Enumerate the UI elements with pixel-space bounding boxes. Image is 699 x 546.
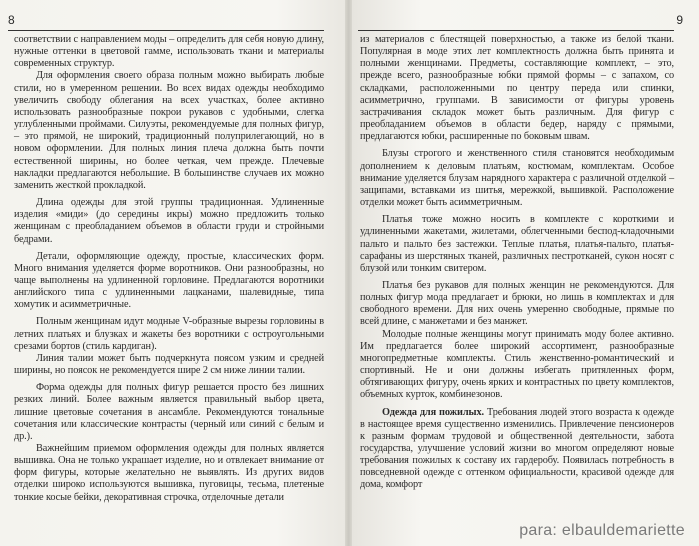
paragraph: Форма одежды для полных фигур решается просто без лишних резких линий. Более важным является правильный выбор цвета, лишние цветовые сочетания в ансамбле. Рекомендуются тональные сочетания или классические контрасты (черный или синий с белым и др.).: [14, 382, 324, 442]
paragraph: Платья без рукавов для полных женщин не рекомендуются. Для полных фигур мода предлагает и брюки, но лишь в комплектах и для свободного времени. Для них очень умеренно свободные, прямые по всей длине, с манжетами и без манжет.: [360, 279, 674, 328]
paragraph: Длина одежды для этой группы традиционная. Удлиненные изделия «миди» (до середины икры) можно предложить только женщинам с преобладанием объемов в области груди и стройными бедрами.: [14, 197, 324, 245]
book-gutter: [345, 0, 352, 546]
section-paragraph: [360, 407, 674, 492]
paragraph: Полным женщинам идут модные V-образные вырезы горловины в летних платьях и блузках и жакеты без воротники с остроугольными срезами бортов (стиль кардиган).: [14, 316, 324, 352]
paragraph: Детали, оформляющие одежду, простые, классических форм. Много внимания уделяется форме воротников. Они разнообразны, но чаще выполнены на удлиненной горловине. Предлагаются воротники английского типа с удлиненными лацканами, шалевидные, типа хомутик и асимметричные.: [14, 250, 324, 311]
paragraph: Молодые полные женщины могут принимать моду более активно. Им предлагается более широкий ассортимент, разнообразные многопредметные комплекты. Стиль женственно-романтический и спортивный. Не и они должны избегать притяленных форм, обтягивающих фигуру, очень ярких и контрастных по цвету комплектов, объемных курток, комбинезонов.: [360, 328, 674, 401]
page-number: 9: [676, 13, 683, 27]
paragraph: Платья тоже можно носить в комплекте с короткими и удлиненными жакетами, жилетами, облегченными беспод-кладочными пальто и пальто без застежки. Теплые платья, платья-пальто, платья-сарафаны из шерстяных тканей, различных пестротканей, сукон носят с блузой или тонким свитером.: [360, 214, 674, 274]
page-body: [360, 34, 674, 492]
paragraph: Блузы строгого и женственного стиля становятся необходимым дополнением к деловым платьям, костюмам, комплектам. Особое внимание уделяется блузам нарядного характера с различной отделкой – защипами, вставками из шитья, мережкой, вышивкой. Расположение отделки может быть асимметричным.: [360, 148, 674, 209]
paragraph: соответствии с направлением моды – определить для себя новую длину, нужные оттенки в цветовой гамме, использовать ткани и материалы современных структур.: [14, 34, 324, 70]
page-number: 8: [8, 13, 15, 27]
header-rule: [8, 30, 324, 31]
section-text: Требования людей этого возраста к одежде в настоящее время существенно изменились. Привлечение пенсионеров к разным формам трудовой и общественной деятельности, забота государства, улучшение условий жизни во многом определяют новые требования пожилых к составу их гардеробу. Появилась потребность в повседневной одежде с оттенком официальности, красивой одежде для дома, комфорт: [360, 406, 674, 491]
right-page: [352, 0, 699, 546]
page-body: [14, 34, 324, 504]
header-rule: [358, 30, 674, 31]
watermark: para: elbauldemariette: [519, 522, 685, 539]
paragraph: Линия талии может быть подчеркнута поясом узким и средней ширины, но поясок не рекомендуется шире 2 см ниже линии талии.: [14, 352, 324, 377]
paragraph: из материалов с блестящей поверхностью, а также из белой ткани. Популярная в моде этих лет комплектность должна быть принята и полными женщинами. Предметы, составляющие комплект, – это, прежде всего, разнообразные юбки прямой формы – с запахом, со складками, расположенными по центру переда или спинки, асимметрично, группами. В зависимости от фигуры уровень застрачивания складок может быть различным. Для фигур с преобладанием объемов в области бедер, наряду с прямыми, предлагаются юбки, расширенные по боковым швам.: [360, 34, 674, 143]
paragraph: Для оформления своего образа полным можно выбирать любые стили, но в умеренном решении. Во всех видах одежды необходимо увеличить свободу облегания на всех участках, более активно использовать разнообразные покрои рукавов с удобными, слегка углубленными проймами. Силуэты, рекомендуемые для полных фигур, – это прямой, не широкий, традиционный полуприлегающий, но в новом оформлении. Для полных линия плеча должна быть почти естественной ширины, но более четкая, чем прежде. Плечевые накладки предлагаются небольшие. В большинстве случаев их можно заменить жесткой прокладкой.: [14, 70, 324, 191]
section-heading: Одежда для пожилых.: [382, 406, 484, 418]
paragraph: Важнейшим приемом оформления одежды для полных является вышивка. Она не только украшает изделие, но и отвлекает внимание от форм фигуры, которые желательно не выявлять. Из других видов отделки широко используются вышивка, пуговицы, тесьма, плетеные тонкие косые бейки, декоративная строчка, отделочные детали: [14, 443, 324, 503]
left-page: [0, 0, 345, 546]
